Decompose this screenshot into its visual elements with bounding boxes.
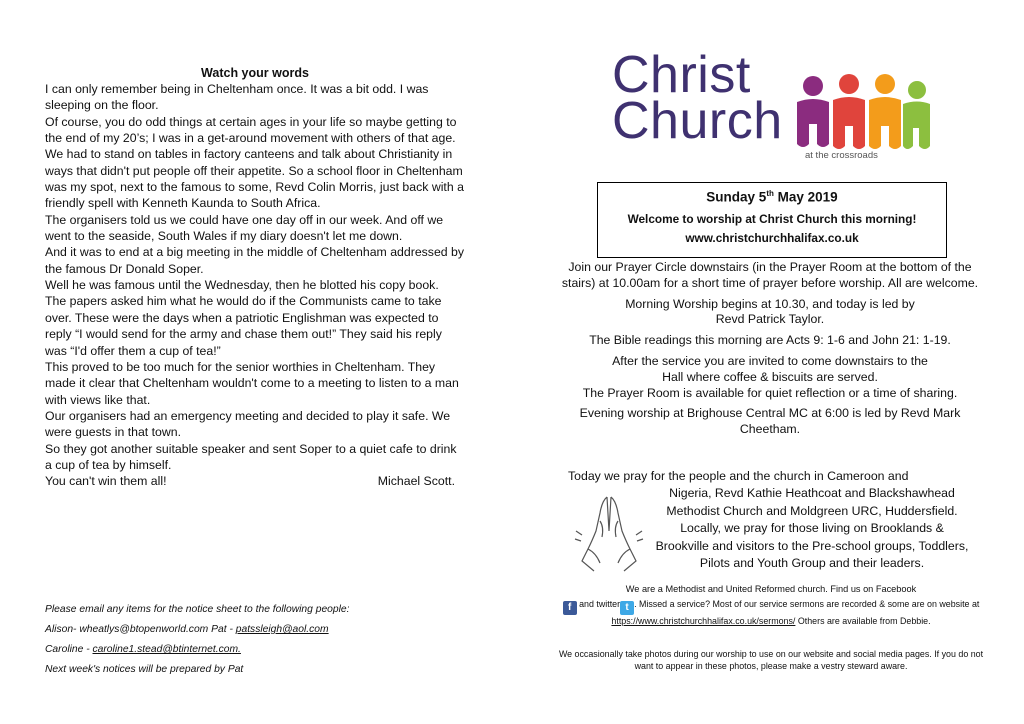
contacts-alison-pat — [45, 620, 485, 640]
article-closing: You can't win them all! — [45, 474, 167, 489]
article-paragraph: I can only remember being in Cheltenham once. It was a bit odd. I was sleeping on the floor. — [45, 82, 429, 113]
logo-line-1: Christ — [612, 46, 751, 104]
notice-morning-worship: Morning Worship begins at 10.30, and today is led by Revd Patrick Taylor. — [625, 296, 915, 327]
article-paragraph: Our organisers had an emergency meeting and decided to play it safe. We were guests in that town. — [45, 408, 451, 440]
article-paragraph: Of course, you do odd things at certain ages in your life so maybe getting to the end of my 20’s; I was in a get-around movement with others of that age. — [45, 114, 457, 146]
contacts-next-week: Next week's notices will be prepared by Pat — [45, 664, 244, 675]
facebook-icon[interactable]: f — [563, 601, 577, 615]
contacts — [45, 600, 485, 680]
article — [45, 66, 465, 490]
service-header-box — [597, 182, 947, 258]
footer-missed: . Missed a service? Most of our service sermons are recorded & some are on website at — [634, 599, 980, 609]
logo-people-icon — [795, 74, 930, 154]
article-paragraph: The papers asked him what he would do if the Communists came to take over. These were the days when a patriotic Englishman was expected to reply “I would send for the army and chase them out!” They said his reply was “I'd offer them a cup of tea!” — [45, 294, 442, 358]
date-day: Sunday 5 — [706, 189, 767, 205]
article-author: Michael Scott. — [377, 474, 455, 489]
footer-others: Others are available from Debbie. — [795, 616, 931, 626]
date-month-year: May 2019 — [773, 189, 838, 205]
article-paragraph: And it was to end at a big meeting in the middle of Cheltenham addressed by the famous Dr Donald Soper. — [45, 245, 465, 276]
contacts-caroline-label: Caroline - — [45, 644, 93, 655]
article-paragraph: Well he was famous until the Wednesday, then he blotted his copy book. — [45, 278, 439, 293]
logo-line-2: Church — [612, 92, 783, 150]
notice-prayer-room: The Prayer Room is available for quiet reflection or a time of sharing. — [582, 385, 958, 400]
sermons-link[interactable]: https://www.christchurchhalifax.co.uk/sermons/ — [611, 616, 796, 626]
footer-methodist: We are a Methodist and United Reformed church. Find us on Facebook — [625, 584, 917, 594]
notices — [550, 260, 990, 443]
footer-photos: We occasionally take photos during our worship to use on our website and social media pages. If you do not want to appear in these photos, please make a vestry steward aware. — [558, 649, 984, 671]
logo-wordmark — [612, 46, 783, 150]
notice-bible-readings: The Bible readings this morning are Acts 9: 1-6 and John 21: 1-19. — [589, 333, 951, 348]
footer-and-twitter: and twitter — [576, 599, 621, 609]
notice-prayer-circle: Join our Prayer Circle downstairs (in the Prayer Room at the bottom of the stairs) at 10.00am for a short time of prayer before worship. All are welcome. — [561, 260, 979, 290]
pat-email-link[interactable]: patssleigh@aol.com — [235, 624, 329, 635]
notice-after-service: After the service you are invited to come downstairs to the Hall where coffee & biscuits are served. — [612, 353, 928, 384]
twitter-icon[interactable]: t — [620, 601, 634, 615]
prayer-text: Nigeria, Revd Kathie Heathcoat and Blackshawhead Methodist Church and Moldgreen URC, Huddersfield. Locally, we pray for those living on Brooklands & Brookville and visitors to the Pre-school groups, Toddlers, Pilots and Youth Group and their leaders. — [655, 486, 969, 571]
article-paragraph: This proved to be too much for the senior worthies in Cheltenham. They made it clear that Cheltenham wouldn't come to a meeting to listen to a man with views like that. — [45, 359, 459, 407]
contacts-intro: Please email any items for the notice sheet to the following people: — [45, 604, 350, 615]
notice-evening-worship: Evening worship at Brighouse Central MC at 6:00 is led by Revd Mark Cheetham. — [579, 406, 961, 437]
contacts-caroline — [45, 640, 485, 660]
contacts-alison-label: Alison- wheatlys@btopenworld.com Pat - — [45, 624, 236, 635]
service-date — [598, 189, 946, 205]
welcome-text: Welcome to worship at Christ Church this morning! — [627, 211, 917, 226]
website-link[interactable]: www.christchurchhalifax.co.uk — [685, 230, 859, 245]
article-paragraph: We had to stand on tables in factory canteens and talk about Christianity in ways that didn't put people off their appetite. So a school floor in Cheltenham was my spot, next to the famous to some, Revd Colin Morris, just back with a friendly spell with Kenneth Kaunda to South Africa. — [45, 147, 464, 211]
article-signoff — [45, 473, 465, 489]
logo-tagline: at the crossroads — [805, 150, 878, 161]
article-paragraph: So they got another suitable speaker and sent Soper to a quiet cafe to drink a cup of tea by himself. — [45, 441, 457, 472]
praying-hands-icon — [574, 491, 644, 573]
footer-social — [556, 598, 986, 627]
church-logo — [612, 46, 942, 170]
prayer-first-line: Today we pray for the people and the church in Cameroon and — [568, 469, 909, 483]
date-suffix: th — [766, 189, 774, 198]
caroline-email-link[interactable]: caroline1.stead@btinternet.com. — [92, 644, 241, 655]
article-paragraph: The organisers told us we could have one day off in our week. And off we went to the seaside, South Wales if my diary doesn't let me down. — [45, 212, 444, 244]
article-title: Watch your words — [201, 66, 309, 80]
